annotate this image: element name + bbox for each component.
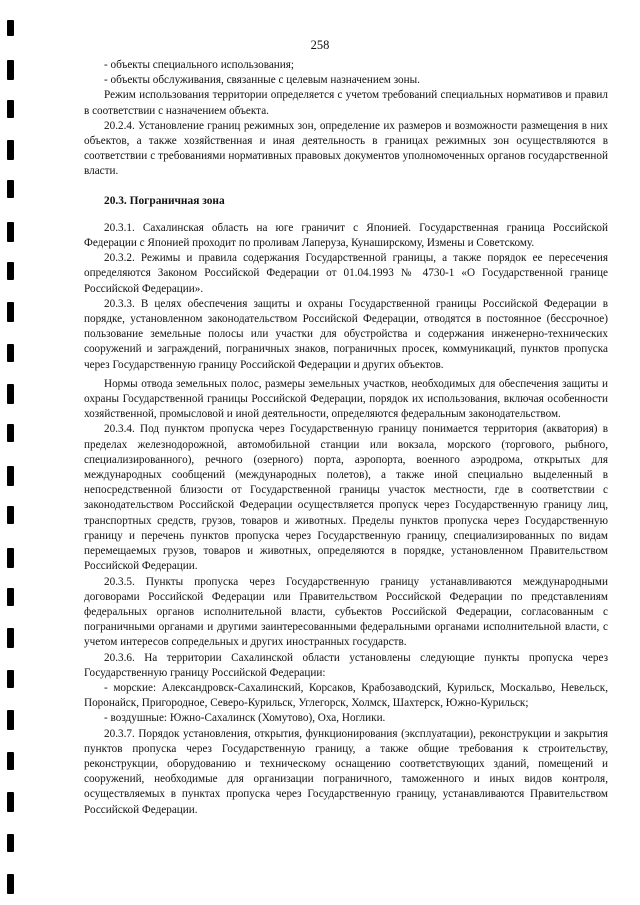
paragraph-20-3-4: 20.3.4. Под пунктом пропуска через Государственную границу понимается территория (акватория) в пределах железнодорожной, автомобильной станции или вокзала, морского (торгового, рыбного, специализированного), речного (озерного) порта, аэропорта, военного аэродрома, открытых для международных сообщений (международных полетов), а также иной специально выделенный в непосредственной близости от Государственной границы участок местности, где в соответствии с законодательством Российской Федерации осуществляется пропуск через Государственную границу лиц, транспортных средств, грузов, товаров и животных. Пределы пунктов пропуска через Государственную границу и перечень пунктов пропуска через Государственную границу, специализированных по видам перемещаемых грузов, товаров и животных, определяются в порядке, установленном Правительством Российской Федерации. — [84, 423, 608, 573]
paragraph-20-3-6: 20.3.6. На территории Сахалинской области установлены следующие пункты пропуска через Государственную границу Российской Федерации: — [84, 651, 608, 679]
paragraph-allotment-norms: Нормы отвода земельных полос, размеры земельных участков, необходимых для обеспечения защиты и охраны Государственной границы Российской Федерации, порядок их использования, включая особенности хозяйственной, промысловой и иной деятельности, определяются федеральным законодательством. — [84, 377, 608, 421]
list-item-special-use: - объекты специального использования; — [104, 59, 295, 71]
document-body — [84, 58, 608, 818]
paragraph-20-3-5: 20.3.5. Пункты пропуска через Государственную границу устанавливаются международными договорами Российской Федерации или Правительством Российской Федерации по представлениям федеральных органов исполнительной власти, субъектов Российской Федерации, согласованным с пограничными органами и другими заинтересованными федеральными органами исполнительной власти, с учетом интересов сопредельных и других иностранных государств. — [84, 575, 608, 649]
paragraph-20-3-3: 20.3.3. В целях обеспечения защиты и охраны Государственной границы Российской Федерации в порядке, установленном законодательством Российской Федерации, отводятся в постоянное (бессрочное) пользование земельные полосы или участки для обустройства и содержания инженерно-технических сооружений и заграждений, пограничных знаков, пограничных просек, коммуникаций, пунктов пропуска через Государственную границу Российской Федерации и других объектов. — [84, 297, 608, 371]
paragraph-20-3-2: 20.3.2. Режимы и правила содержания Государственной границы, а также порядок ее пересечения определяются Законом Российской Федерации от 01.04.1993 № 4730-1 «О Государственной границе Российской Федерации». — [84, 252, 608, 295]
binder-edge-marks — [7, 0, 17, 905]
list-item-air-checkpoints: - воздушные: Южно-Сахалинск (Хомутово), Оха, Ноглики. — [104, 712, 386, 725]
list-item-sea-checkpoints: - морские: Александровск-Сахалинский, Корсаков, Крабозаводский, Курильск, Москальво, Невельск, Поронайск, Пригородное, Северо-Курильск, Углегорск, Холмск, Шахтерск, Южно-Курильск; — [84, 681, 608, 710]
list-item-service-objects: - объекты обслуживания, связанные с целевым назначением зоны. — [104, 74, 420, 87]
paragraph-20-3-1: 20.3.1. Сахалинская область на юге граничит с Японией. Государственная граница Российской Федерации с Японией проходит по проливам Лаперуза, Кунаширскому, Измены и Советскому. — [84, 221, 608, 250]
paragraph-20-2-4: 20.2.4. Установление границ режимных зон, определение их размеров и возможности размещения в них объектов, а также хозяйственная и иная деятельность в границах режимных зон осуществляются в соответствии с требованиями нормативных правовых документов уполномоченных органов государственной власти. — [84, 119, 608, 178]
section-title: 20.3. Пограничная зона — [104, 194, 225, 207]
page-number: 258 — [310, 38, 330, 52]
paragraph-usage-regime: Режим использования территории определяется с учетом требований специальных нормативов и правил в соответствии с назначением объекта. — [84, 89, 608, 117]
paragraph-20-3-7: 20.3.7. Порядок установления, открытия, функционирования (эксплуатации), реконструкции и закрытия пунктов пропуска через Государственную границу, а также общие требования к строительству, реконструкции, оборудованию и техническому оснащению соответствующих зданий, помещений и сооружений, необходимые для организации пограничного, таможенного и иных видов контроля, осуществляемых в пунктах пропуска через Государственную границу, устанавливаются Правительством Российской Федерации. — [84, 727, 608, 816]
